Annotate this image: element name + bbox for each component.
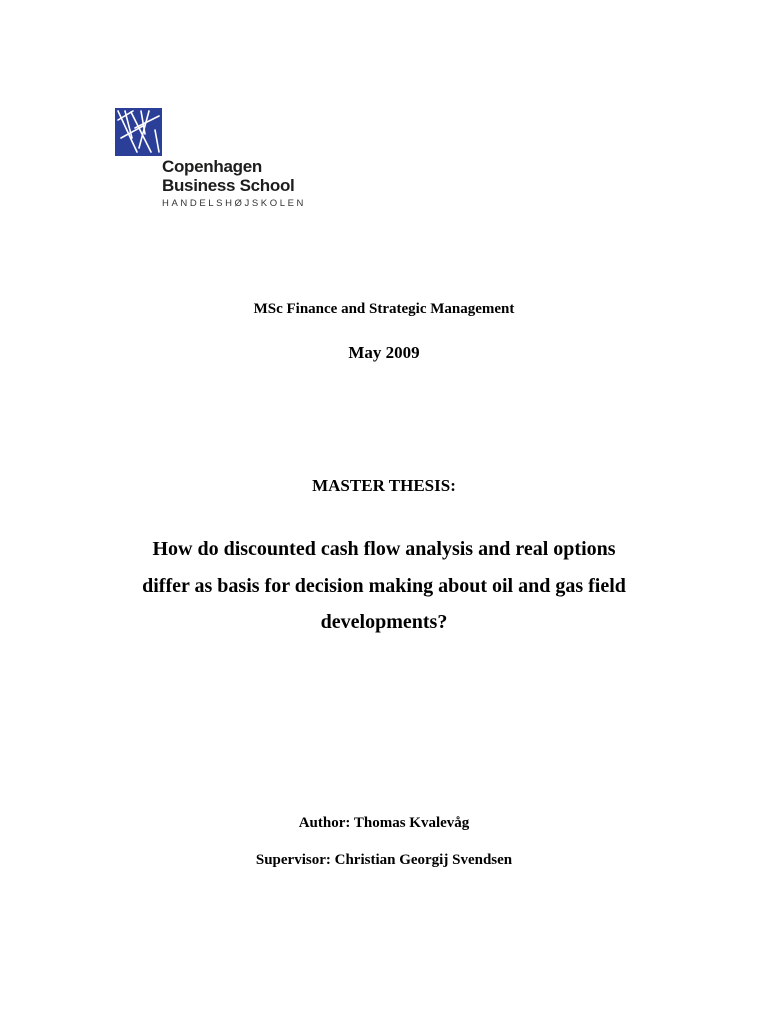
thesis-title [0,531,768,641]
cbs-logo [115,108,315,213]
thesis-title-line: differ as basis for decision making about oil and gas field [142,574,626,597]
logo-text-handelshojskolen: HANDELSHØJSKOLEN [162,198,307,209]
logo-text-business-school: Business School [162,176,295,195]
thesis-title-line: How do discounted cash flow analysis and real options [152,538,616,560]
program-name: MSc Finance and Strategic Management [253,301,515,317]
thesis-type-label: MASTER THESIS: [312,476,456,495]
thesis-date: May 2009 [348,343,420,362]
supervisor-line: Supervisor: Christian Georgij Svendsen [255,852,513,868]
logo-text-copenhagen: Copenhagen [162,157,262,176]
cbs-logo-mark-icon [115,108,162,156]
author-line: Author: Thomas Kvalevåg [298,815,470,831]
thesis-title-line: developments? [320,611,448,633]
